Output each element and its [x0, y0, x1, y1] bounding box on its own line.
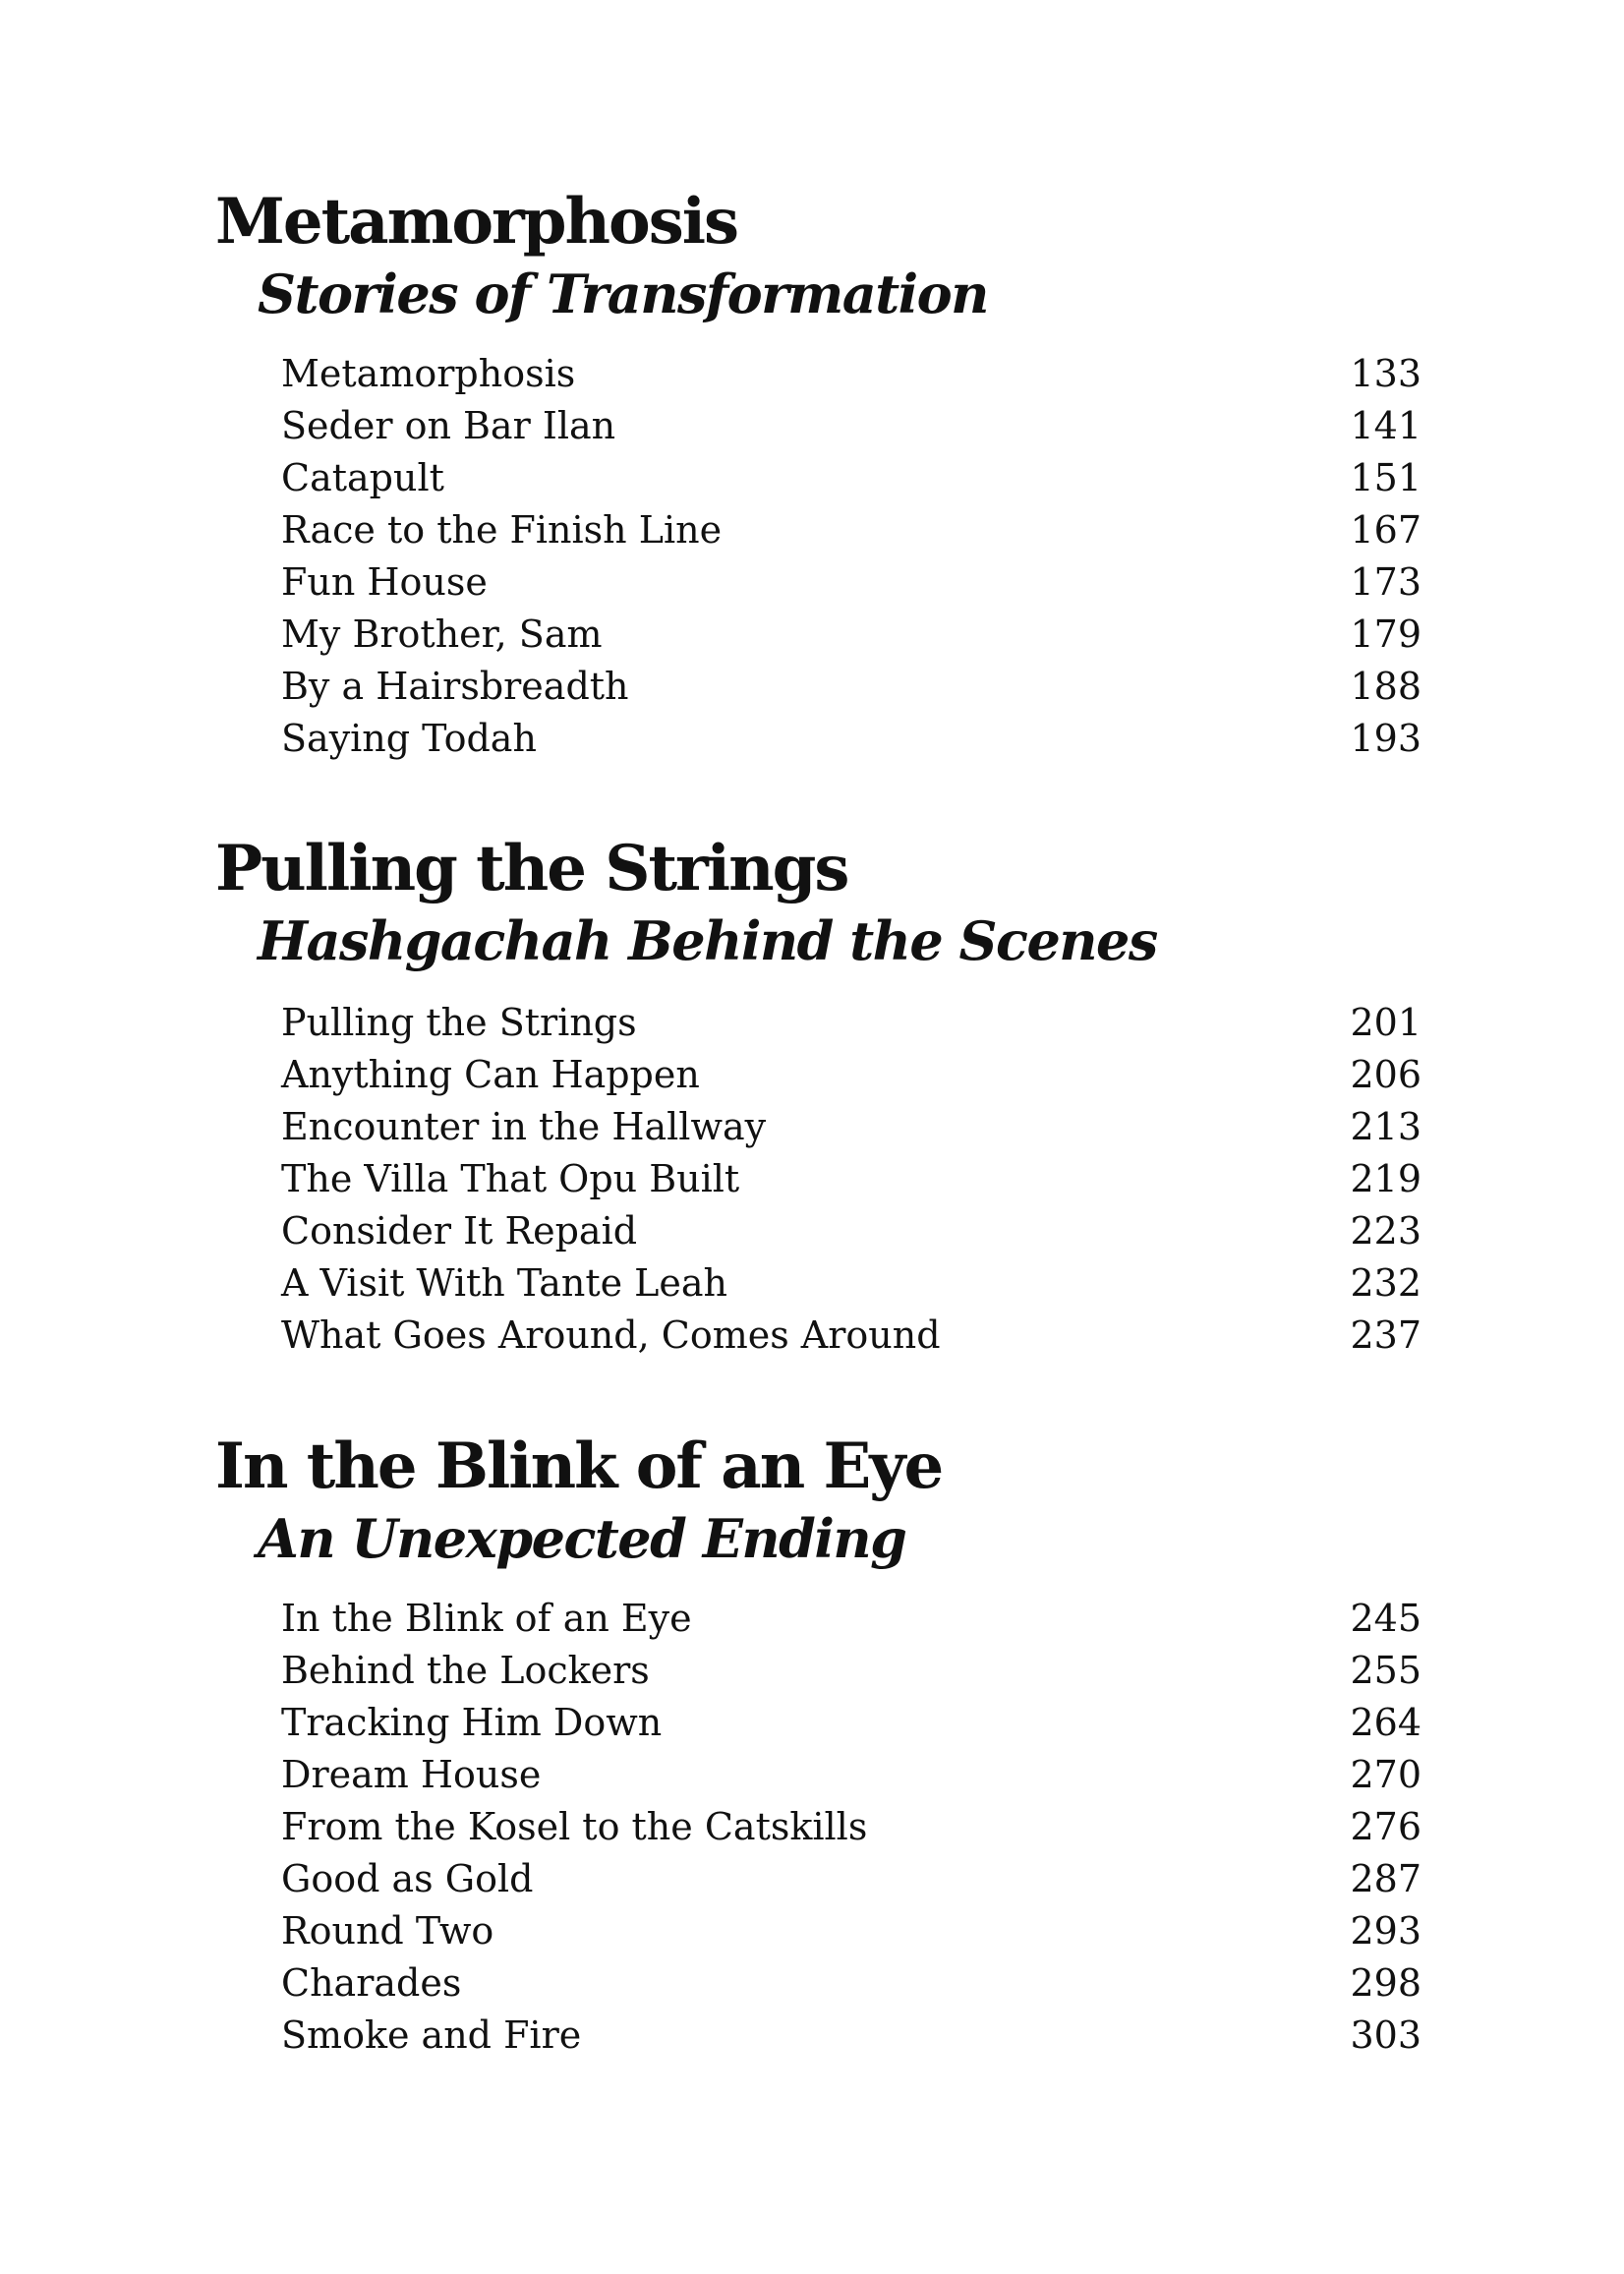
section-title: In the Blink of an Eye [215, 1429, 943, 1503]
toc-entry-page-number: 141 [1350, 404, 1421, 447]
toc-entry-page-number: 264 [1350, 1701, 1421, 1744]
toc-entry[interactable] [281, 1207, 1421, 1254]
section-title: Pulling the Strings [215, 832, 848, 905]
toc-entry-title: Catapult [281, 456, 444, 499]
toc-entry-title: Fun House [281, 560, 488, 604]
toc-entry-page-number: 193 [1350, 717, 1421, 760]
toc-entry-page-number: 151 [1350, 456, 1421, 499]
toc-entry[interactable] [281, 1103, 1421, 1150]
toc-entry[interactable] [281, 663, 1421, 710]
toc-entry[interactable] [281, 402, 1421, 449]
toc-entry-page-number: 293 [1350, 1909, 1421, 1953]
toc-entry-title: Anything Can Happen [281, 1053, 700, 1096]
toc-entry-page-number: 219 [1350, 1157, 1421, 1200]
toc-entry-page-number: 179 [1350, 612, 1421, 656]
toc-entry-page-number: 276 [1350, 1805, 1421, 1848]
toc-entry-page-number: 287 [1350, 1857, 1421, 1900]
toc-entry-page-number: 237 [1350, 1313, 1421, 1357]
toc-entry-title: Round Two [281, 1909, 494, 1953]
toc-entry[interactable] [281, 1312, 1421, 1359]
toc-entry-title: Race to the Finish Line [281, 508, 723, 552]
toc-entry-title: My Brother, Sam [281, 612, 603, 656]
toc-entry[interactable] [281, 350, 1421, 397]
toc-entry[interactable] [281, 1259, 1421, 1307]
toc-entry-page-number: 303 [1350, 2013, 1421, 2057]
toc-entry[interactable] [281, 1907, 1421, 1954]
toc-entry-title: Encounter in the Hallway [281, 1105, 767, 1148]
toc-entry-page-number: 201 [1350, 1001, 1421, 1044]
toc-entry[interactable] [281, 1155, 1421, 1202]
toc-entry-title: Consider It Repaid [281, 1209, 638, 1253]
toc-entry-title: Saying Todah [281, 717, 537, 760]
toc-entry-title: Charades [281, 1961, 462, 2005]
toc-entry[interactable] [281, 715, 1421, 762]
toc-entry-page-number: 167 [1350, 508, 1421, 552]
toc-entry-page-number: 232 [1350, 1261, 1421, 1305]
toc-entry-title: Metamorphosis [281, 352, 576, 395]
section-subtitle: Hashgachah Behind the Scenes [258, 909, 1157, 972]
section-title: Metamorphosis [215, 185, 738, 259]
toc-entry-title: Seder on Bar Ilan [281, 404, 616, 447]
toc-entry[interactable] [281, 506, 1421, 554]
toc-entry-title: By a Hairsbreadth [281, 665, 629, 708]
toc-entry-title: Smoke and Fire [281, 2013, 582, 2057]
toc-entry[interactable] [281, 558, 1421, 606]
toc-entry-title: What Goes Around, Comes Around [281, 1313, 941, 1357]
toc-entry-page-number: 173 [1350, 560, 1421, 604]
toc-entry[interactable] [281, 1051, 1421, 1098]
toc-entry-page-number: 188 [1350, 665, 1421, 708]
toc-entry[interactable] [281, 1959, 1421, 2007]
toc-entry[interactable] [281, 1647, 1421, 1694]
toc-entry-title: Pulling the Strings [281, 1001, 637, 1044]
toc-entry-page-number: 206 [1350, 1053, 1421, 1096]
toc-entry-title: Dream House [281, 1753, 542, 1796]
toc-entry-title: A Visit With Tante Leah [281, 1261, 728, 1305]
toc-entry-title: Behind the Lockers [281, 1649, 650, 1692]
section-subtitle: An Unexpected Ending [258, 1507, 906, 1570]
toc-entry-page-number: 133 [1350, 352, 1421, 395]
toc-entry[interactable] [281, 1699, 1421, 1746]
toc-entry[interactable] [281, 999, 1421, 1046]
toc-entry[interactable] [281, 611, 1421, 658]
toc-entry-page-number: 223 [1350, 1209, 1421, 1253]
toc-entry[interactable] [281, 1751, 1421, 1798]
toc-entry-title: Tracking Him Down [281, 1701, 663, 1744]
toc-entry[interactable] [281, 1855, 1421, 1902]
toc-entry-page-number: 255 [1350, 1649, 1421, 1692]
toc-entry[interactable] [281, 2012, 1421, 2059]
toc-entry[interactable] [281, 1595, 1421, 1642]
toc-entry[interactable] [281, 1803, 1421, 1850]
section-subtitle: Stories of Transformation [258, 262, 988, 325]
toc-entry-title: Good as Gold [281, 1857, 534, 1900]
toc-entry-page-number: 270 [1350, 1753, 1421, 1796]
toc-entry-page-number: 245 [1350, 1597, 1421, 1640]
toc-entry-title: The Villa That Opu Built [281, 1157, 740, 1200]
toc-entry-page-number: 298 [1350, 1961, 1421, 2005]
toc-entry-title: In the Blink of an Eye [281, 1597, 692, 1640]
toc-entry-title: From the Kosel to the Catskills [281, 1805, 868, 1848]
toc-entry[interactable] [281, 454, 1421, 501]
toc-entry-page-number: 213 [1350, 1105, 1421, 1148]
